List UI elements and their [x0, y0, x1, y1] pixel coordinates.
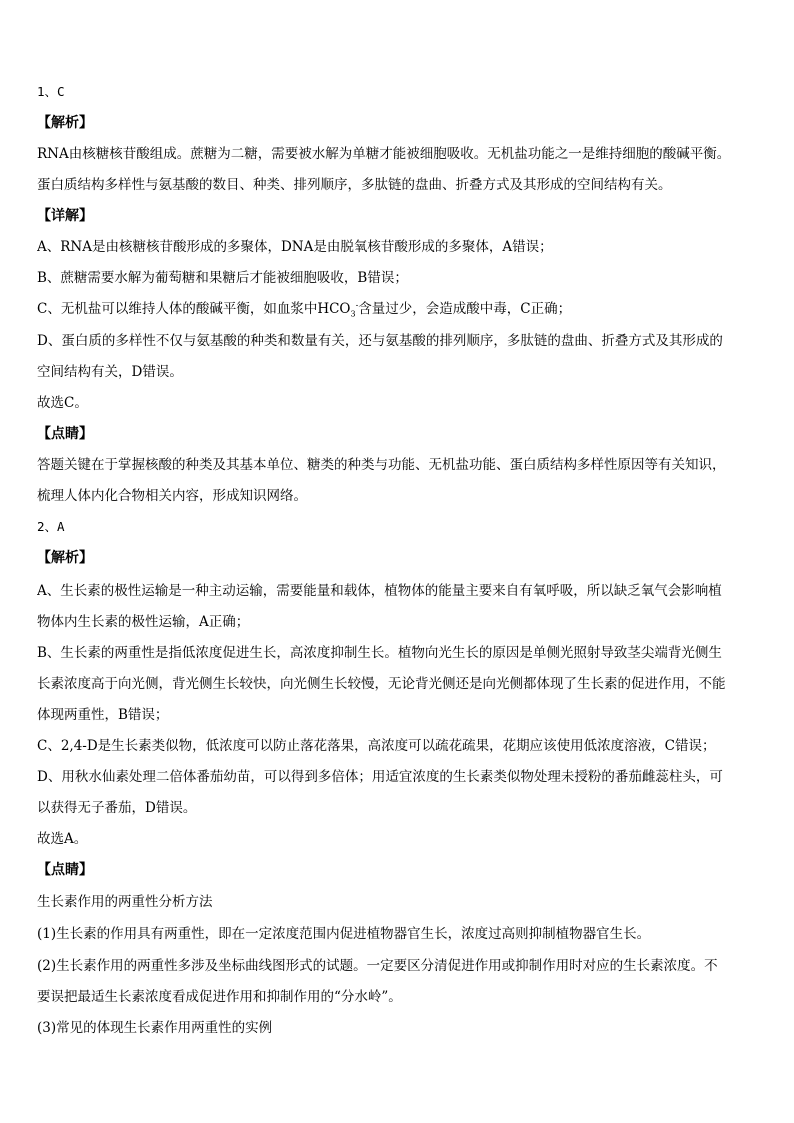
q2-line-8: 以获得无子番茄，D错误。: [37, 800, 197, 816]
q2-line-4: 长素浓度高于向光侧，背光侧生长较快，向光侧生长较慢，无论背光侧还是向光侧都体现了生长素的促进作用，不能: [37, 676, 726, 692]
q1-analysis-line-1: RNA由核糖核苷酸组成。蔗糖为二糖，需要被水解为单糖才能被细胞吸收。无机盐功能之一是维持细胞的酸碱平衡。: [37, 146, 731, 162]
q2-line-5: 体现两重性，B错误；: [37, 707, 169, 723]
q2-point-line-2: (1)生长素的作用具有两重性，即在一定浓度范围内促进植物器官生长，浓度过高则抑制植物器官生长。: [37, 926, 651, 942]
q1-point-line-1: 答题关键在于掌握核酸的种类及其基本单位、糖类的种类与功能、无机盐功能、蛋白质结构多样性原因等有关知识，: [37, 457, 726, 473]
q1-analysis-line-2: 蛋白质结构多样性与氨基酸的数目、种类、排列顺序，多肽链的盘曲、折叠方式及其形成的空间结构有关。: [37, 177, 672, 193]
q1-point-heading: 【点睛】: [37, 426, 93, 442]
q2-line-3: B、生长素的两重性是指低浓度促进生长，高浓度抑制生长。植物向光生长的原因是单侧光照射导致茎尖端背光侧生: [37, 645, 722, 661]
q1-option-c-superscript: -: [355, 300, 359, 310]
q2-point-line-5: (3)常见的体现生长素作用两重性的实例: [37, 1020, 273, 1036]
q2-analysis-heading: 【解析】: [37, 550, 93, 566]
q2-answer: 2、A: [37, 519, 65, 534]
q2-line-2: 物体内生长素的极性运输，A正确；: [37, 614, 250, 630]
q1-detail-heading: 【详解】: [37, 208, 93, 224]
q2-point-line-4: 要误把最适生长素浓度看成促进作用和抑制作用的“分水岭”。: [37, 989, 402, 1005]
q1-option-d-line-2: 空间结构有关，D错误。: [37, 364, 183, 380]
q1-option-c: [37, 300, 757, 318]
q2-point-heading: 【点睛】: [37, 862, 93, 878]
q1-option-c-subscript: 3: [350, 309, 356, 318]
q1-point-line-2: 梳理人体内化合物相关内容，形成知识网络。: [37, 488, 307, 504]
q1-option-b: B、蔗糖需要水解为葡萄糖和果糖后才能被细胞吸收，B错误；: [37, 270, 408, 286]
q1-conclusion: 故选C。: [37, 395, 88, 411]
q1-option-a: A、RNA是由核糖核苷酸形成的多聚体，DNA是由脱氧核苷酸形成的多聚体，A错误；: [37, 239, 553, 255]
q2-line-6: C、2,4-D是生长素类似物，低浓度可以防止落花落果，高浓度可以疏花疏果，花期应该使用低浓度溶液，C错误；: [37, 738, 716, 754]
q1-option-d-line-1: D、蛋白质的多样性不仅与氨基酸的种类和数量有关，还与氨基酸的排列顺序，多肽链的盘曲、折叠方式及其形成的: [37, 333, 723, 349]
q1-answer: 1、C: [37, 84, 65, 99]
q2-conclusion: 故选A。: [37, 831, 88, 847]
q2-point-line-3: (2)生长素作用的两重性多涉及坐标曲线图形式的试题。一定要区分清促进作用或抑制作用时对应的生长素浓度。不: [37, 958, 718, 974]
q2-line-1: A、生长素的极性运输是一种主动运输，需要能量和载体，植物体的能量主要来自有氧呼吸，所以缺乏氧气会影响植: [37, 583, 722, 599]
q1-option-c-before: C、无机盐可以维持人体的酸碱平衡，如血浆中HCO: [37, 301, 351, 317]
q2-line-7: D、用秋水仙素处理二倍体番茄幼苗，可以得到多倍体；用适宜浓度的生长素类似物处理未授粉的番茄雌蕊柱头，可: [37, 769, 723, 785]
q1-analysis-heading: 【解析】: [37, 115, 93, 131]
q1-option-c-after: 含量过少，会造成酸中毒，C正确；: [358, 301, 572, 317]
q2-point-line-1: 生长素作用的两重性分析方法: [37, 894, 213, 910]
